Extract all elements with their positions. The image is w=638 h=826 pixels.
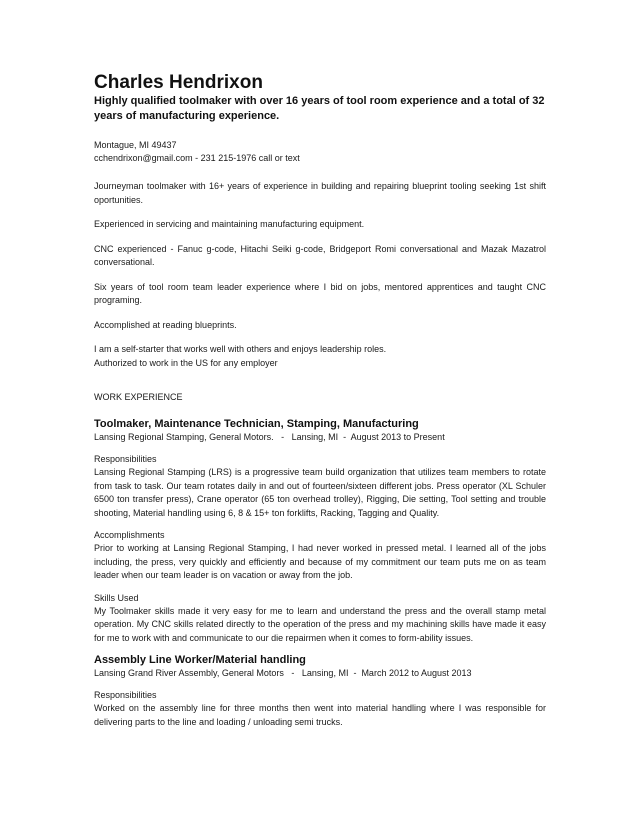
accomplishments-label: Accomplishments [94, 530, 165, 540]
resume-page [94, 72, 546, 729]
skills-label: Skills Used [94, 592, 139, 603]
job-meta: Lansing Regional Stamping, General Motors. - Lansing, MI - August 2013 to Present [94, 432, 445, 442]
job-meta: Lansing Grand River Assembly, General Motors - Lansing, MI - March 2012 to August 2013 [94, 668, 472, 678]
contact-block [94, 139, 546, 165]
job-title: Assembly Line Worker/Material handling [94, 654, 306, 666]
responsibilities-label: Responsibilities [94, 690, 157, 700]
responsibilities-text: Lansing Regional Stamping (LRS) is a progressive team build organization that utilizes team members to rotate from task to task. Our team rotates daily in and out of fourteen/sixteen different jobs. Press operator (XL Schuler 6500 ton transfer press), Crane operator (65 ton overhead trolley), Rigging, Die setting, Tool setting and trouble shooting, Material handling using 6, 8 & 15+ ton forklifts, Racking, Tagging and Quality. [94, 467, 546, 518]
summary-item: I am a self-starter that works well with others and enjoys leadership roles. [94, 344, 387, 354]
work-experience-heading: WORK EXPERIENCE [94, 392, 183, 402]
job-entry [94, 653, 546, 729]
email-phone: cchendrixon@gmail.com - 231 215-1976 call or text [94, 153, 300, 163]
summary-item: Journeyman toolmaker with 16+ years of experience in building and repairing blueprint tooling seeking 1st shift oportunities. [94, 181, 546, 205]
summary-item: Accomplished at reading blueprints. [94, 319, 237, 330]
responsibilities-label: Responsibilities [94, 454, 157, 464]
location: Montague, MI 49437 [94, 140, 177, 150]
responsibilities-text: Worked on the assembly line for three months then went into material handling where I was responsible for delivering parts to the line and loading / unloading semi trucks. [94, 703, 546, 727]
candidate-name: Charles Hendrixon [94, 72, 263, 93]
job-entry [94, 417, 546, 645]
summary-item: Six years of tool room team leader experience where I bid on jobs, mentored apprentices and taught CNC programing. [94, 281, 546, 305]
accomplishments-text: Prior to working at Lansing Regional Stamping, I had never worked in pressed metal. I learned all of the jobs including, the press, very quickly and efficiently and because of my commitment our team puts me on as team leader when our team leader is on vacation or away from the job. [94, 543, 546, 580]
skills-text: My Toolmaker skills made it very easy for me to learn and understand the press and the overall stamp metal operation. My CNC skills related directly to the operation of the press and my machining skills have made it easy for me to work with and communicate to our die repairmen when it comes to form-ability issues. [94, 605, 546, 643]
summary-item: CNC experienced - Fanuc g-code, Hitachi Seiki g-code, Bridgeport Romi conversational and Mazak Mazatrol conversational. [94, 243, 546, 267]
summary-item: Experienced in servicing and maintaining manufacturing equipment. [94, 219, 365, 229]
job-title: Toolmaker, Maintenance Technician, Stamping, Manufacturing [94, 418, 419, 430]
headline: Highly qualified toolmaker with over 16 years of tool room experience and a total of 32 years of manufacturing experience. [94, 95, 545, 122]
summary-item: Authorized to work in the US for any employer [94, 357, 278, 368]
